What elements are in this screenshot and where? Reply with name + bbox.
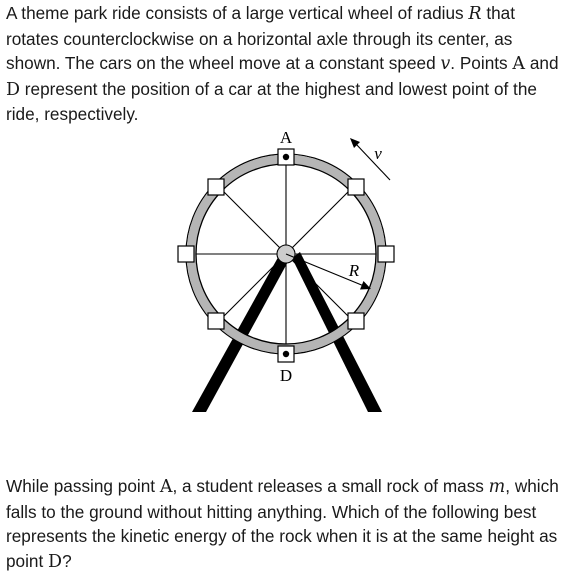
car-bottom-marker [283,351,289,357]
para1-text-5: represent the position of a car at the highest and lowest point of the ride, respectively. [6,78,537,124]
para2-text-4: ? [62,550,72,571]
para1-text-3: . Points [450,53,513,73]
label-radius: R [348,261,360,280]
math-mass-symbol: m [488,477,506,497]
math-point-d-2: D [48,551,63,572]
label-point-a: A [279,128,293,147]
car-upper-right [348,179,364,195]
para2-text-1: While passing point [6,476,160,496]
question-prompt [6,474,568,574]
car-top-marker [283,154,289,160]
ferris-wheel-diagram [172,124,402,418]
para1-text-1: A theme park ride consists of a large vertical wheel of radius [6,3,469,23]
car-right [378,246,394,262]
car-left [178,246,194,262]
math-point-d: D [6,79,21,100]
para1-text-2: that rotates counterclockwise on a horizontal axle through its center, as shown. The cars on the wheel move at a constant speed [6,3,516,73]
question-intro [6,1,568,127]
math-radius-symbol: R [468,4,482,24]
math-point-a-2: A [159,477,173,497]
label-velocity: v [374,144,382,163]
math-point-a: A [512,54,526,74]
car-lower-left [208,313,224,329]
car-upper-left [208,179,224,195]
math-speed-symbol: v [440,54,451,74]
para1-text-4: and [525,53,559,73]
label-point-d: D [279,366,293,385]
velocity-arrow-line [356,144,390,180]
car-lower-right [348,313,364,329]
para2-text-3: , which falls to the ground without hitting anything. Which of the following best represents the kinetic energy of the rock when it is at the same height as point [6,476,559,571]
para2-text-2: , a student releases a small rock of mass [172,476,489,496]
